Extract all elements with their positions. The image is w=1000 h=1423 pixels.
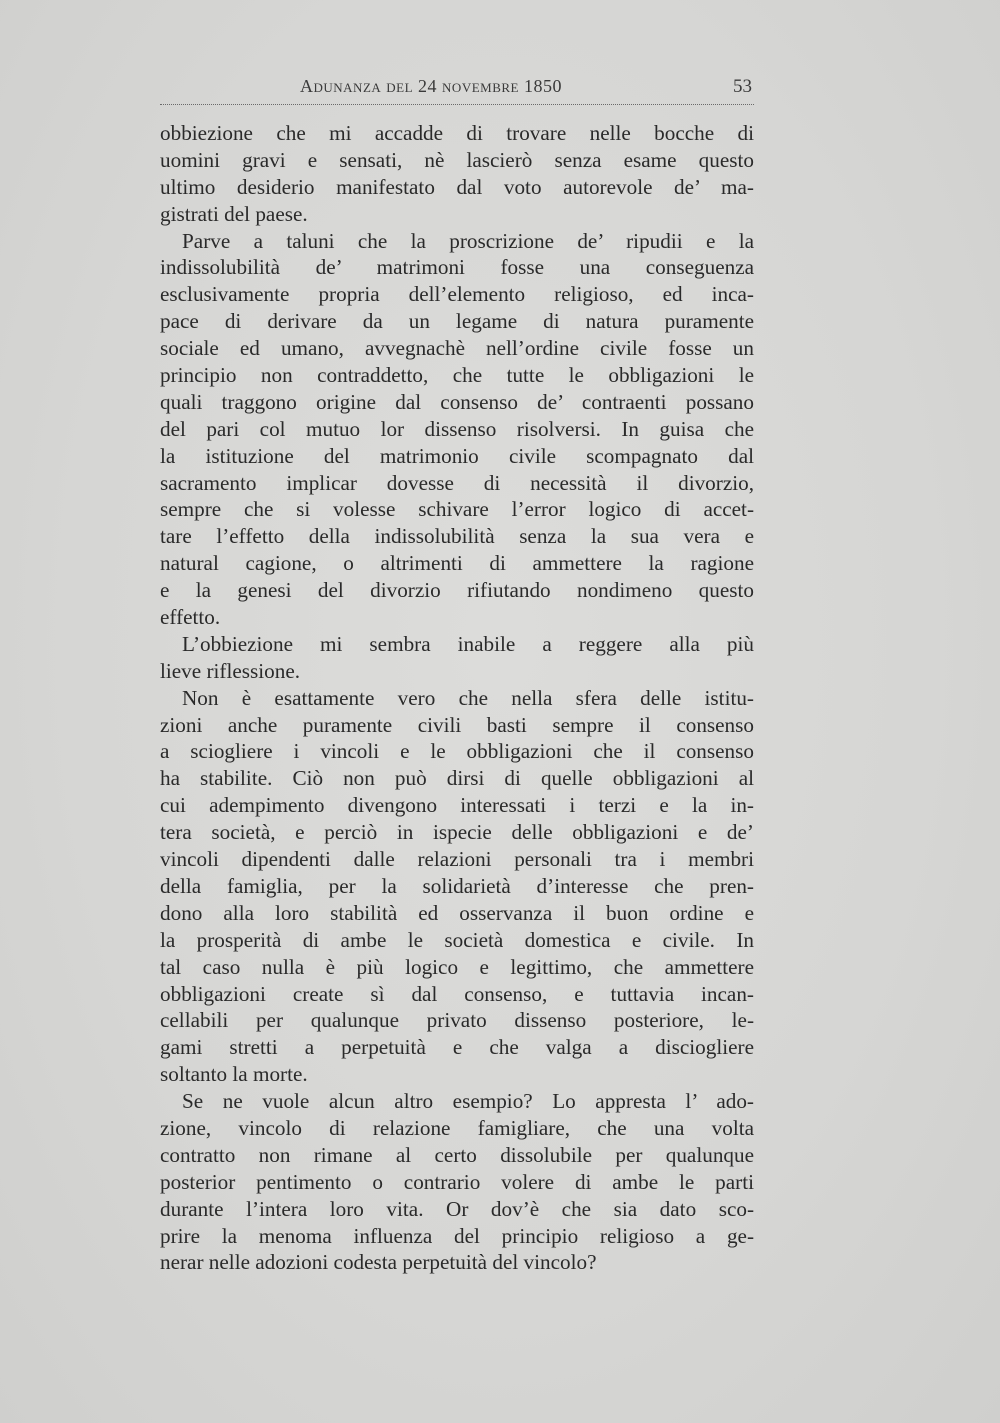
text-line: ha stabilite. Ciò non può dirsi di quelle obbligazioni al [160, 766, 754, 791]
text-line: zione, vincolo di relazione famigliare, che una volta [160, 1115, 754, 1140]
text-line: tera società, e perciò in ispecie delle obbligazioni e de’ [160, 820, 754, 845]
text-line: L’obbiezione mi sembra inabile a reggere alla più [182, 631, 754, 656]
text-line: Se ne vuole alcun altro esempio? Lo appresta l’ ado- [182, 1089, 754, 1114]
body-text [160, 120, 754, 1276]
text-line: contratto non rimane al certo dissolubile per qualunque [160, 1142, 754, 1167]
text-line: del pari col mutuo lor dissenso risolversi. In guisa che [160, 416, 754, 441]
text-line: dono alla loro stabilità ed osservanza il buon ordine e [160, 900, 754, 925]
text-line: natural cagione, o altrimenti di ammettere la ragione [160, 551, 754, 576]
text-line: Parve a taluni che la proscrizione de’ ripudii e la [182, 228, 754, 253]
text-line: la prosperità di ambe le società domestica e civile. In [160, 927, 754, 952]
text-line: gistrati del paese. [160, 201, 308, 226]
text-line: sempre che si volesse schivare l’error logico di accet- [160, 497, 754, 522]
running-title: Adunanza del 24 novembre 1850 [300, 76, 562, 96]
text-line: posterior pentimento o contrario volere di ambe le parti [160, 1169, 754, 1194]
text-line: vincoli dipendenti dalle relazioni personali tra i membri [160, 847, 754, 872]
text-line: pace di derivare da un legame di natura puramente [160, 309, 754, 334]
text-line: effetto. [160, 605, 221, 630]
text-line: della famiglia, per la solidarietà d’interesse che pren- [160, 873, 754, 898]
text-line: principio non contraddetto, che tutte le obbligazioni le [160, 363, 754, 388]
running-head [160, 76, 756, 104]
text-line: sociale ed umano, avvegnachè nell’ordine civile fosse un [160, 336, 754, 361]
text-line: ultimo desiderio manifestato dal voto autorevole de’ ma- [160, 174, 754, 199]
text-line: prire la menoma influenza del principio religioso a ge- [160, 1223, 754, 1248]
text-line: cellabili per qualunque privato dissenso posteriore, le- [160, 1008, 754, 1033]
text-line: lieve riflessione. [160, 658, 301, 683]
text-line: durante l’intera loro vita. Or dov’è che sia dato sco- [160, 1196, 754, 1221]
text-line: a sciogliere i vincoli e le obbligazioni che il consenso [160, 739, 754, 764]
text-line: zioni anche puramente civili basti sempre il consenso [160, 712, 754, 737]
text-line: obbligazioni create sì dal consenso, e tuttavia incan- [160, 981, 754, 1006]
header-rule [160, 104, 754, 105]
text-line: uomini gravi e sensati, nè lascierò senza esame questo [160, 147, 754, 172]
text-line: obbiezione che mi accadde di trovare nelle bocche di [160, 121, 754, 145]
text-line: sacramento implicar dovesse di necessità il divorzio, [160, 470, 754, 495]
text-line: quali traggono origine dal consenso de’ contraenti possano [160, 389, 754, 414]
text-line: esclusivamente propria dell’elemento religioso, ed inca- [160, 282, 754, 307]
text-line: soltanto la morte. [160, 1062, 308, 1087]
text-line: e la genesi del divorzio rifiutando nondimeno questo [160, 578, 754, 603]
text-line: tare l’effetto della indissolubilità senza la sua vera e [160, 524, 754, 549]
text-line: tal caso nulla è più logico e legittimo, che ammettere [160, 954, 754, 979]
text-line: indissolubilità de’ matrimoni fosse una conseguenza [160, 255, 754, 280]
page-number: 53 [733, 76, 752, 97]
text-line: Non è esattamente vero che nella sfera delle istitu- [182, 685, 754, 710]
text-line: cui adempimento divengono interessati i terzi e la in- [160, 793, 754, 818]
text-line: nerar nelle adozioni codesta perpetuità del vincolo? [160, 1250, 597, 1275]
text-line: la istituzione del matrimonio civile scompagnato dal [160, 443, 754, 468]
text-line: gami stretti a perpetuità e che valga a disciogliere [160, 1035, 754, 1060]
